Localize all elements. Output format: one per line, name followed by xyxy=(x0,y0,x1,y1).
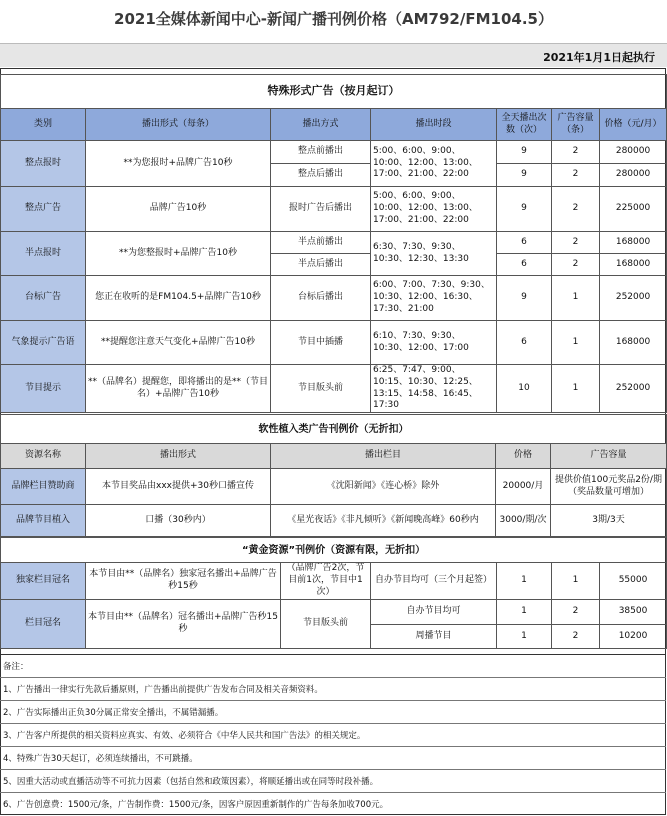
soft-header-row xyxy=(1,444,667,469)
header-cell: 播出时段 xyxy=(371,109,497,141)
count-cell: 1 xyxy=(497,563,552,600)
way-cell: 半点前播出 xyxy=(271,232,371,254)
note-item: 2、广告实际播出正负30分属正常安全播出，不属错漏播。 xyxy=(0,700,666,723)
time-cell: 5:00、6:00、9:00、10:00、12:00、13:00、17:00、21:00、22:00 xyxy=(371,187,497,232)
effective-date-bar xyxy=(0,43,667,67)
header-cell: 资源名称 xyxy=(1,444,86,469)
price-cell: 168000 xyxy=(600,232,667,254)
form-cell: 您正在收听的是FM104.5+品牌广告10秒 xyxy=(86,276,271,321)
cap-cell: 1 xyxy=(552,365,600,413)
price-cell: 168000 xyxy=(600,254,667,276)
count-cell: 6 xyxy=(497,254,552,276)
category-cell: 台标广告 xyxy=(1,276,86,321)
notes-section xyxy=(0,654,666,815)
cap-cell: 2 xyxy=(552,600,600,625)
program-cell: 自办节目均可 xyxy=(371,600,497,625)
cap-cell: 2 xyxy=(552,232,600,254)
table-row xyxy=(1,563,667,600)
cap-cell: 1 xyxy=(552,321,600,365)
resource-name-cell: 品牌栏目赞助商 xyxy=(1,469,86,505)
price-cell: 10200 xyxy=(600,625,667,649)
way-cell: 节目中插播 xyxy=(271,321,371,365)
table-row xyxy=(1,141,667,164)
time-cell: 6:10、7:30、9:30、10:30、12:00、17:00 xyxy=(371,321,497,365)
header-cell: 播出形式（每条） xyxy=(86,109,271,141)
count-cell: 9 xyxy=(497,141,552,164)
resource-name-cell: 品牌节目植入 xyxy=(1,505,86,537)
table-row xyxy=(1,187,667,232)
table-row xyxy=(1,321,667,365)
cap-cell: 2 xyxy=(552,187,600,232)
category-cell: 节目提示 xyxy=(1,365,86,413)
program-cell: 自办节目均可（三个月起签） xyxy=(371,563,497,600)
header-cell: 全天播出次数（次） xyxy=(497,109,552,141)
way-cell: 整点前播出 xyxy=(271,141,371,164)
price-cell: 38500 xyxy=(600,600,667,625)
form-cell: **为您报时+品牌广告10秒 xyxy=(86,141,271,187)
way-cell: 半点后播出 xyxy=(271,254,371,276)
form-cell: 本节目由**（品牌名）独家冠名播出+品牌广告秒15秒 xyxy=(86,563,281,600)
header-cell: 价格（元/月） xyxy=(600,109,667,141)
notes-label: 备注： xyxy=(0,654,666,677)
form-cell: 品牌广告10秒 xyxy=(86,187,271,232)
price-cell: 225000 xyxy=(600,187,667,232)
time-cell: 6:25、7:47、9:00、10:15、10:30、12:25、13:15、14:58、16:45、17:30 xyxy=(371,365,497,413)
program-cell: 周播节目 xyxy=(371,625,497,649)
gold-section-title: “黄金资源”刊例价（资源有限，无折扣） xyxy=(1,538,667,563)
program-cell: 《沈阳新闻》《连心桥》除外 xyxy=(271,469,496,505)
mode-cell: 节目版头前 xyxy=(281,600,371,649)
cap-cell: 提供价值100元奖品2份/期（奖品数量可增加） xyxy=(551,469,667,505)
resource-name-cell: 栏目冠名 xyxy=(1,600,86,649)
cap-cell: 2 xyxy=(552,164,600,187)
count-cell: 9 xyxy=(497,187,552,232)
header-cell: 广告容量（条） xyxy=(552,109,600,141)
category-cell: 半点报时 xyxy=(1,232,86,276)
table-row xyxy=(1,600,667,625)
price-cell: 252000 xyxy=(600,276,667,321)
header-cell: 广告容量 xyxy=(551,444,667,469)
note-item: 4、特殊广告30天起订，必须连续播出，不可跳播。 xyxy=(0,746,666,769)
category-cell: 整点广告 xyxy=(1,187,86,232)
count-cell: 9 xyxy=(497,164,552,187)
table-row xyxy=(1,469,667,505)
gold-resources-table xyxy=(0,537,667,649)
count-cell: 6 xyxy=(497,232,552,254)
form-cell: **（品牌名）提醒您，即将播出的是**（节目名）+品牌广告10秒 xyxy=(86,365,271,413)
mode-cell: （品牌广告2次，节目前1次，节目中1次） xyxy=(281,563,371,600)
note-item: 5、因重大活动或直播活动等不可抗力因素（包括自然和政策因素），将顺延播出或在同等时段补播。 xyxy=(0,769,666,792)
way-cell: 报时广告后播出 xyxy=(271,187,371,232)
soft-section-title: 软性植入类广告刊例价（无折扣） xyxy=(1,415,667,444)
form-cell: **提醒您注意天气变化+品牌广告10秒 xyxy=(86,321,271,365)
table-row xyxy=(1,232,667,254)
price-cell: 3000/期/次 xyxy=(496,505,551,537)
note-item: 3、广告客户所提供的相关资料应真实、有效、必须符合《中华人民共和国广告法》的相关规定。 xyxy=(0,723,666,746)
header-cell: 播出形式 xyxy=(86,444,271,469)
count-cell: 6 xyxy=(497,321,552,365)
header-cell: 价格 xyxy=(496,444,551,469)
count-cell: 1 xyxy=(497,625,552,649)
table-row xyxy=(1,276,667,321)
count-cell: 9 xyxy=(497,276,552,321)
count-cell: 10 xyxy=(497,365,552,413)
note-item: 1、广告播出一律实行先款后播原则，广告播出前提供广告发布合同及相关音频资料。 xyxy=(0,677,666,700)
cap-cell: 1 xyxy=(552,276,600,321)
cap-cell: 3期/3天 xyxy=(551,505,667,537)
price-cell: 55000 xyxy=(600,563,667,600)
table-row xyxy=(1,365,667,413)
time-cell: 5:00、6:00、9:00、10:00、12:00、13:00、17:00、21:00、22:00 xyxy=(371,141,497,187)
time-cell: 6:30、7:30、9:30、10:30、12:30、13:30 xyxy=(371,232,497,276)
header-cell: 播出栏目 xyxy=(271,444,496,469)
way-cell: 台标后播出 xyxy=(271,276,371,321)
count-cell: 1 xyxy=(497,600,552,625)
price-cell: 20000/月 xyxy=(496,469,551,505)
form-cell: 本节目奖品由xxx提供+30秒口播宣传 xyxy=(86,469,271,505)
price-cell: 280000 xyxy=(600,164,667,187)
price-cell: 280000 xyxy=(600,141,667,164)
table-row xyxy=(1,505,667,537)
form-cell: **为您整报时+品牌广告10秒 xyxy=(86,232,271,276)
price-cell: 252000 xyxy=(600,365,667,413)
way-cell: 节目版头前 xyxy=(271,365,371,413)
soft-ads-table xyxy=(0,414,667,537)
effective-date: 2021年1月1日起执行 xyxy=(543,51,655,64)
special-section-title: 特殊形式广告（按月起订） xyxy=(1,75,667,109)
special-ads-table xyxy=(0,74,667,413)
way-cell: 整点后播出 xyxy=(271,164,371,187)
resource-name-cell: 独家栏目冠名 xyxy=(1,563,86,600)
page-title: 2021全媒体新闻中心-新闻广播刊例价格（AM792/FM104.5） xyxy=(114,10,553,28)
header-cell: 播出方式 xyxy=(271,109,371,141)
cap-cell: 2 xyxy=(552,141,600,164)
form-cell: 本节目由**（品牌名）冠名播出+品牌广告秒15秒 xyxy=(86,600,281,649)
note-item: 6、广告创意费：1500元/条，广告制作费：1500元/条，因客户原因重新制作的广告每条加收700元。 xyxy=(0,792,666,815)
cap-cell: 2 xyxy=(552,625,600,649)
time-cell: 6:00、7:00、7:30、9:30、10:30、12:00、16:30、17:30、21:00 xyxy=(371,276,497,321)
category-cell: 气象提示广告语 xyxy=(1,321,86,365)
header-cell: 类别 xyxy=(1,109,86,141)
program-cell: 《星光夜话》《非凡倾听》《新闻晚高峰》60秒内 xyxy=(271,505,496,537)
price-cell: 168000 xyxy=(600,321,667,365)
form-cell: 口播（30秒内） xyxy=(86,505,271,537)
cap-cell: 1 xyxy=(552,563,600,600)
category-cell: 整点报时 xyxy=(1,141,86,187)
special-header-row xyxy=(1,109,667,141)
cap-cell: 2 xyxy=(552,254,600,276)
